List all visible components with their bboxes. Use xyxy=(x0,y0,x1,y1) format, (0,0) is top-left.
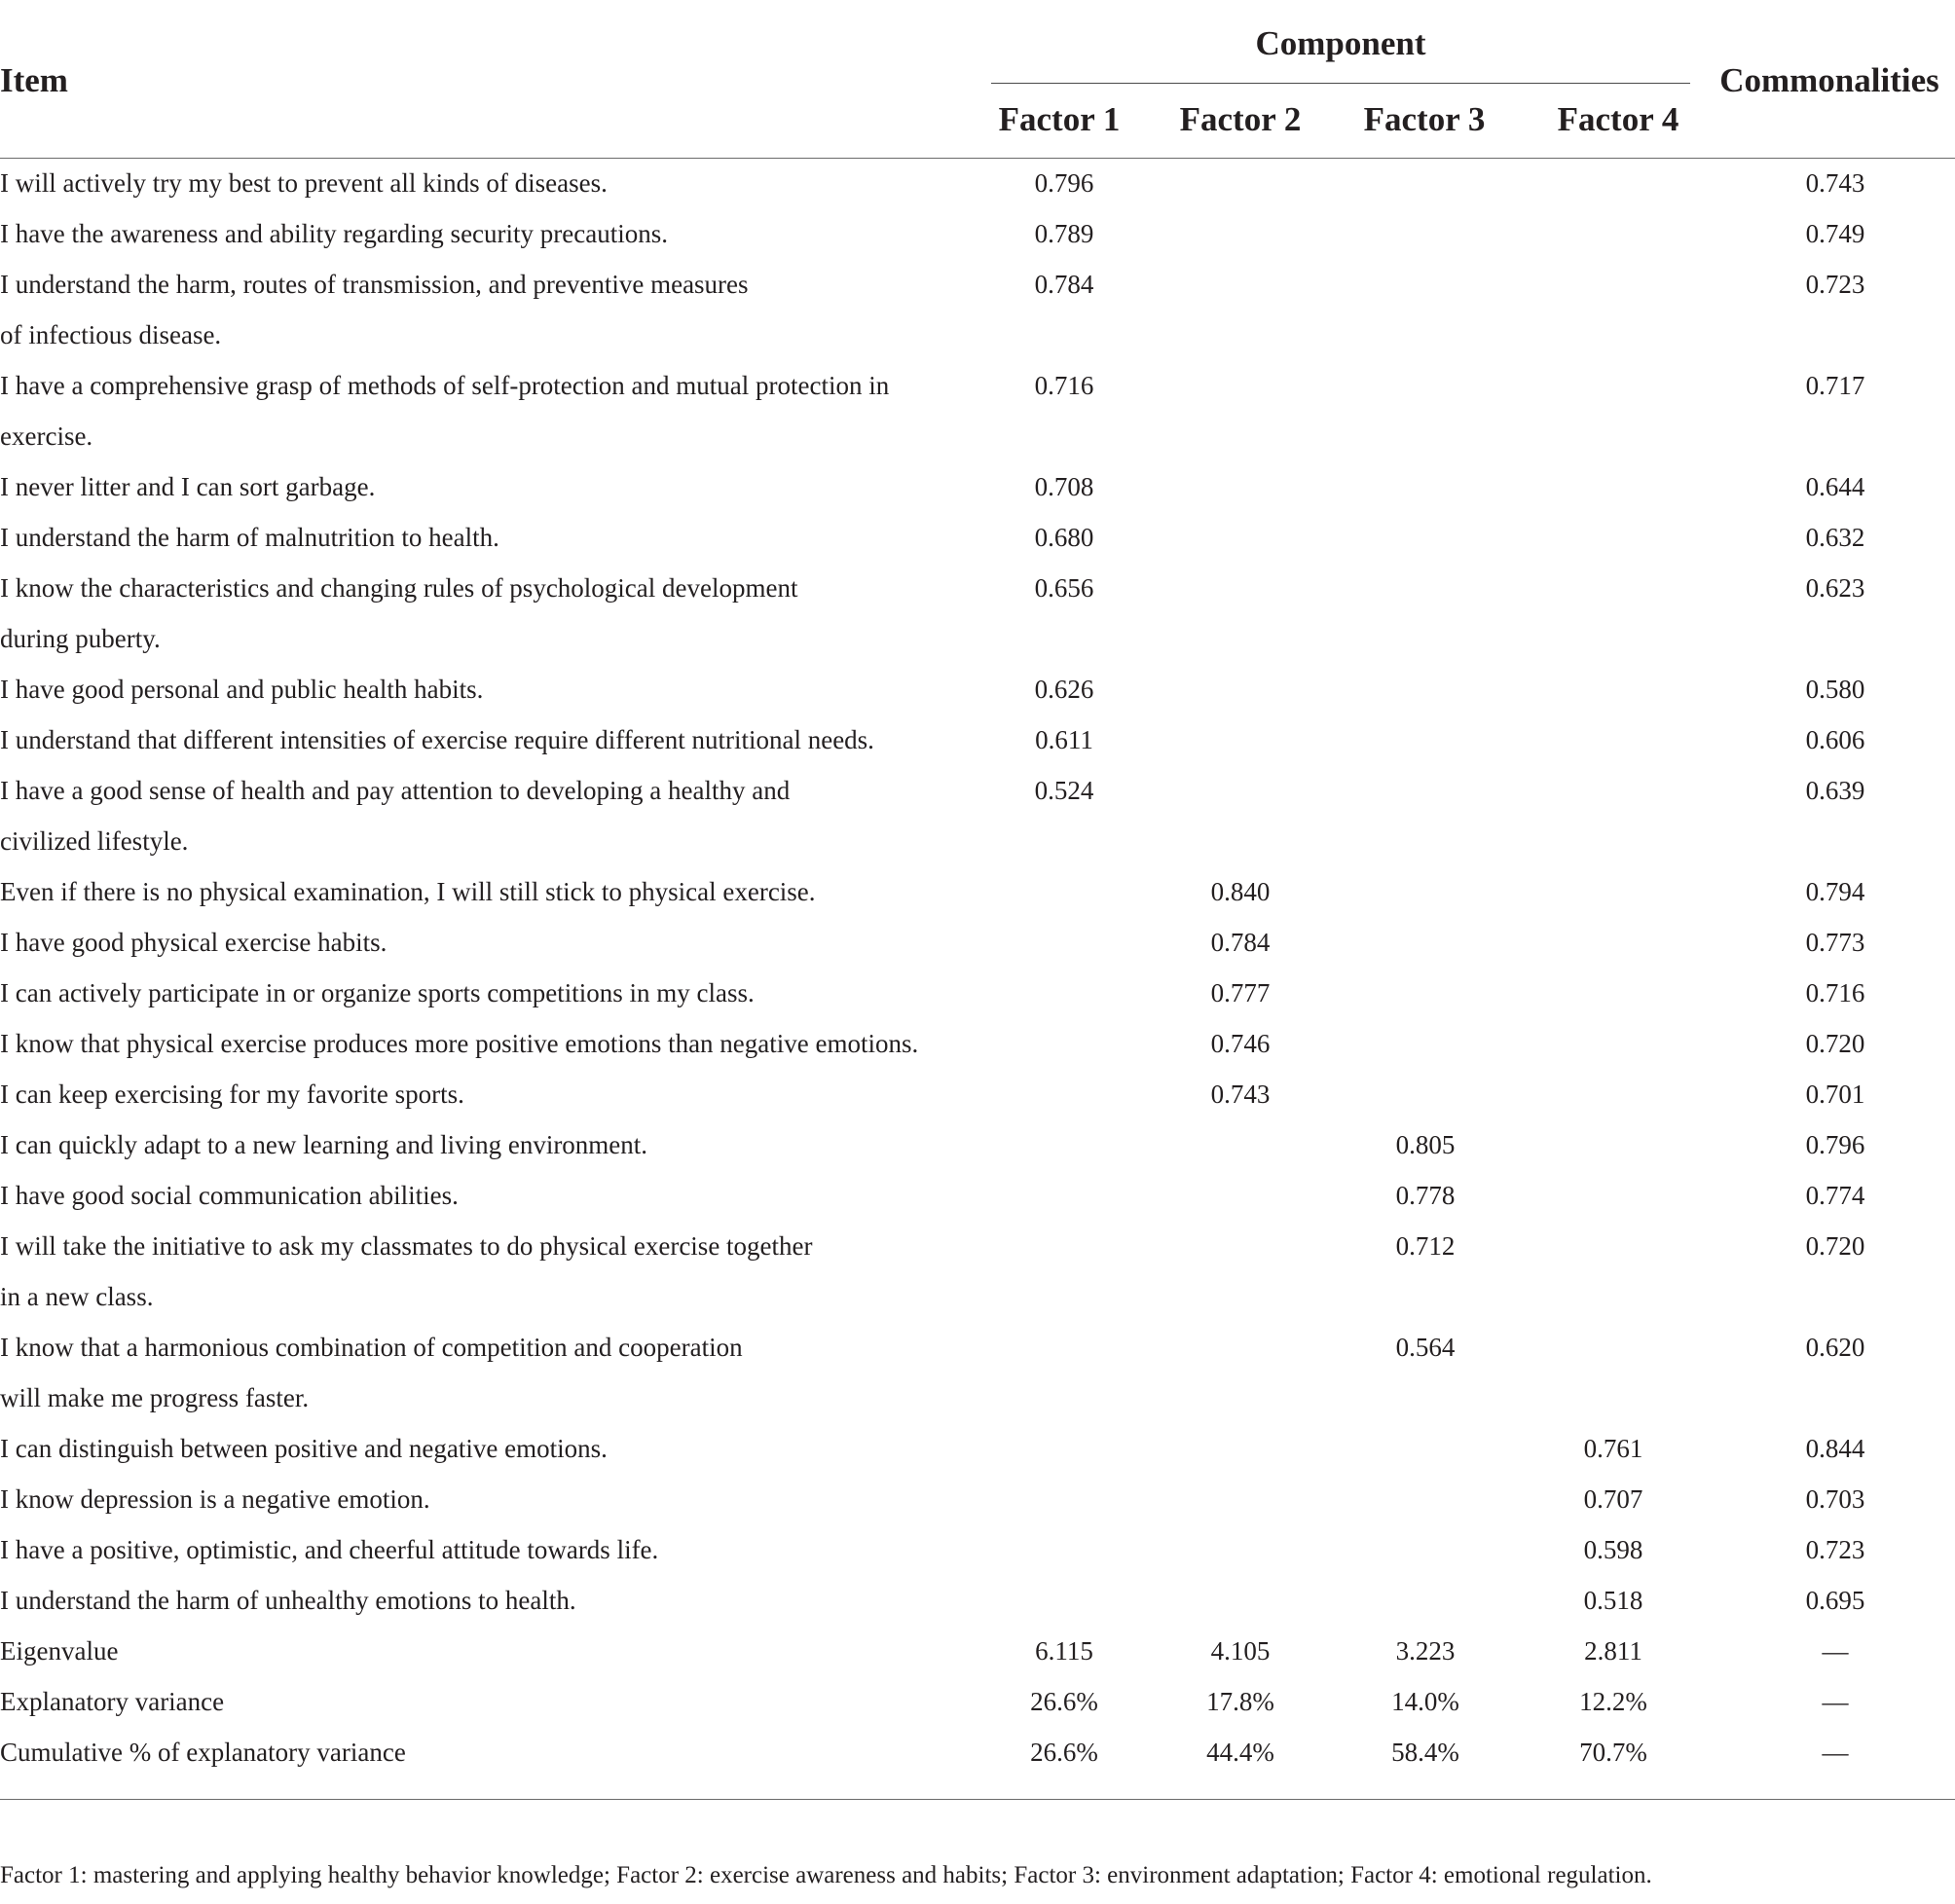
item-text-line: will make me progress faster. xyxy=(0,1383,310,1412)
communality-value: 0.623 xyxy=(1805,573,1865,603)
factor-4-loading xyxy=(1526,1119,1701,1170)
factor-2-loading xyxy=(1153,1119,1328,1170)
item-text-line: I have a positive, optimistic, and cheerful attitude towards life. xyxy=(0,1535,659,1564)
factor-2-loading xyxy=(1153,1423,1328,1474)
item-cell xyxy=(0,1119,974,1170)
factor-4-loading: 70.7% xyxy=(1579,1738,1647,1767)
communality-value: 0.717 xyxy=(1805,371,1865,400)
factor-2-loading xyxy=(1153,259,1328,310)
item-cell xyxy=(0,866,974,917)
factor-4-loading xyxy=(1526,259,1701,310)
factor-3-loading: 0.805 xyxy=(1395,1130,1456,1159)
item-cell xyxy=(0,158,974,208)
table-row xyxy=(0,512,1955,563)
factor-2-loading xyxy=(1153,714,1328,765)
factor-3-loading: 0.778 xyxy=(1395,1181,1456,1210)
factor-3-loading: 0.712 xyxy=(1395,1231,1456,1261)
item-text-line: in a new class. xyxy=(0,1282,154,1311)
factor-1-loading: 0.611 xyxy=(1035,725,1093,754)
factor-1-loading xyxy=(977,866,1152,917)
factor-1-loading xyxy=(977,1474,1152,1524)
communality-value: 0.723 xyxy=(1805,270,1865,299)
communality-value: 0.720 xyxy=(1805,1029,1865,1058)
item-text-line: I have a good sense of health and pay attention to developing a healthy and xyxy=(0,776,791,805)
factor-2-loading xyxy=(1153,1474,1328,1524)
factor-1-loading xyxy=(977,1069,1152,1119)
communality-value: 0.796 xyxy=(1805,1130,1865,1159)
factor-4-loading xyxy=(1526,714,1701,765)
item-cell xyxy=(0,1676,974,1727)
factor-3-loading xyxy=(1338,360,1513,411)
factor-2-loading xyxy=(1153,512,1328,563)
item-text-line: of infectious disease. xyxy=(0,320,222,349)
item-cell xyxy=(0,917,974,968)
factor-4-loading xyxy=(1526,158,1701,208)
communality-value: 0.774 xyxy=(1805,1181,1865,1210)
factor-2-loading xyxy=(1153,360,1328,411)
communality-value: 0.632 xyxy=(1805,523,1865,552)
factor-2-loading xyxy=(1153,158,1328,208)
factor-4-loading xyxy=(1526,360,1701,411)
table-row xyxy=(0,1170,1955,1221)
item-text-line: I never litter and I can sort garbage. xyxy=(0,472,376,501)
item-text-line: I know that physical exercise produces more positive emotions than negative emotions. xyxy=(0,1029,919,1058)
factor-4-loading xyxy=(1526,1069,1701,1119)
table-row xyxy=(0,461,1955,512)
factor-3-loading xyxy=(1338,714,1513,765)
factor-3-loading xyxy=(1338,1474,1513,1524)
column-header-factor-2: Factor 2 xyxy=(1179,100,1302,138)
factor-1-loading: 26.6% xyxy=(1030,1738,1098,1767)
table-row xyxy=(0,1626,1955,1676)
factor-3-loading: 14.0% xyxy=(1391,1687,1459,1716)
item-text-line: Explanatory variance xyxy=(0,1687,225,1716)
item-text-line: during puberty. xyxy=(0,624,161,653)
item-text-line: I understand the harm, routes of transmission, and preventive measures xyxy=(0,270,749,299)
factor-1-loading: 0.796 xyxy=(1034,168,1094,198)
factor-2-loading: 0.777 xyxy=(1210,978,1271,1007)
table-row xyxy=(0,1575,1955,1626)
factor-3-loading xyxy=(1338,1423,1513,1474)
factor-3-loading: 3.223 xyxy=(1395,1636,1456,1666)
factor-4-loading: 0.761 xyxy=(1583,1434,1643,1463)
table-row xyxy=(0,1018,1955,1069)
factor-1-loading: 0.626 xyxy=(1034,675,1094,704)
table-row xyxy=(0,1322,1955,1423)
factor-3-loading xyxy=(1338,866,1513,917)
table-row xyxy=(0,1221,1955,1322)
factor-2-loading: 17.8% xyxy=(1206,1687,1274,1716)
communality-value: 0.701 xyxy=(1805,1080,1865,1109)
factor-3-loading xyxy=(1338,1018,1513,1069)
factor-1-loading: 0.784 xyxy=(1034,270,1094,299)
factor-4-loading xyxy=(1526,1018,1701,1069)
factor-3-loading: 0.564 xyxy=(1395,1333,1456,1362)
item-text-line: I have good personal and public health habits. xyxy=(0,675,484,704)
factor-2-loading: 4.105 xyxy=(1210,1636,1271,1666)
factor-4-loading xyxy=(1526,461,1701,512)
factor-2-loading: 0.840 xyxy=(1210,877,1271,906)
item-text-line: I have good physical exercise habits. xyxy=(0,928,387,957)
factor-1-loading: 0.524 xyxy=(1034,776,1094,805)
factor-3-loading xyxy=(1338,1069,1513,1119)
table-row xyxy=(0,664,1955,714)
table-row xyxy=(0,917,1955,968)
item-cell xyxy=(0,1069,974,1119)
factor-1-loading xyxy=(977,1170,1152,1221)
factor-3-loading xyxy=(1338,1524,1513,1575)
communality-value: 0.794 xyxy=(1805,877,1865,906)
communality-value: 0.580 xyxy=(1805,675,1865,704)
factor-1-loading xyxy=(977,1119,1152,1170)
factor-4-loading xyxy=(1526,563,1701,613)
factor-2-loading xyxy=(1153,1170,1328,1221)
factor-2-loading xyxy=(1153,563,1328,613)
table-row xyxy=(0,1676,1955,1727)
factor-4-loading: 2.811 xyxy=(1584,1636,1642,1666)
item-cell xyxy=(0,664,974,714)
item-cell xyxy=(0,1524,974,1575)
factor-1-loading: 0.708 xyxy=(1034,472,1094,501)
communality-value: — xyxy=(1822,1636,1849,1666)
factor-2-loading xyxy=(1153,461,1328,512)
column-header-factor-4: Factor 4 xyxy=(1557,100,1679,138)
factor-2-loading xyxy=(1153,664,1328,714)
factor-1-loading: 6.115 xyxy=(1035,1636,1093,1666)
communality-value: 0.773 xyxy=(1805,928,1865,957)
factor-1-loading xyxy=(977,1221,1152,1271)
item-cell xyxy=(0,461,974,512)
communality-value: 0.720 xyxy=(1805,1231,1865,1261)
table-row xyxy=(0,563,1955,664)
table-row xyxy=(0,158,1955,208)
table-bottom-rule xyxy=(0,1799,1955,1800)
factor-2-loading: 0.746 xyxy=(1210,1029,1271,1058)
item-cell xyxy=(0,1575,974,1626)
factor-1-loading xyxy=(977,917,1152,968)
factor-3-loading xyxy=(1338,461,1513,512)
item-cell xyxy=(0,360,974,461)
component-divider xyxy=(991,83,1690,84)
item-text-line: I know depression is a negative emotion. xyxy=(0,1484,430,1514)
item-text-line: I have good social communication abilities. xyxy=(0,1181,459,1210)
item-text-line: I can quickly adapt to a new learning and living environment. xyxy=(0,1130,648,1159)
item-text-line: I have a comprehensive grasp of methods of self-protection and mutual protection in xyxy=(0,371,890,400)
item-cell xyxy=(0,1170,974,1221)
factor-1-loading: 0.789 xyxy=(1034,219,1094,248)
factor-3-loading xyxy=(1338,208,1513,259)
factor-1-loading xyxy=(977,1018,1152,1069)
table-row xyxy=(0,1727,1955,1777)
factor-4-loading: 0.707 xyxy=(1583,1484,1643,1514)
factor-4-loading: 0.518 xyxy=(1583,1586,1643,1615)
factor-3-loading xyxy=(1338,917,1513,968)
factor-3-loading xyxy=(1338,158,1513,208)
communality-value: — xyxy=(1822,1738,1849,1767)
factor-2-loading xyxy=(1153,1575,1328,1626)
factor-1-loading xyxy=(977,1524,1152,1575)
factor-1-loading xyxy=(977,1575,1152,1626)
item-text-line: I have the awareness and ability regarding security precautions. xyxy=(0,219,668,248)
table-row xyxy=(0,208,1955,259)
item-cell xyxy=(0,563,974,664)
communality-value: 0.703 xyxy=(1805,1484,1865,1514)
factor-4-loading xyxy=(1526,512,1701,563)
item-cell xyxy=(0,1626,974,1676)
factor-4-loading xyxy=(1526,765,1701,816)
item-text-line: Eigenvalue xyxy=(0,1636,119,1666)
factor-2-loading xyxy=(1153,208,1328,259)
factor-3-loading xyxy=(1338,765,1513,816)
item-text-line: I know the characteristics and changing rules of psychological development xyxy=(0,573,798,603)
factor-1-loading: 0.656 xyxy=(1034,573,1094,603)
item-text-line: I can keep exercising for my favorite sports. xyxy=(0,1080,464,1109)
factor-2-loading xyxy=(1153,1322,1328,1373)
item-text-line: I can distinguish between positive and negative emotions. xyxy=(0,1434,608,1463)
item-text-line: Even if there is no physical examination, I will still stick to physical exercise. xyxy=(0,877,816,906)
item-cell xyxy=(0,1018,974,1069)
factor-3-loading xyxy=(1338,1575,1513,1626)
factor-2-loading: 0.743 xyxy=(1210,1080,1271,1109)
factor-1-loading xyxy=(977,1423,1152,1474)
table-body xyxy=(0,158,1955,1777)
item-text-line: exercise. xyxy=(0,421,93,451)
communality-value: 0.743 xyxy=(1805,168,1865,198)
table-row xyxy=(0,1423,1955,1474)
factor-4-loading xyxy=(1526,866,1701,917)
table-footnote: Factor 1: mastering and applying healthy behavior knowledge; Factor 2: exercise awareness and habits; Factor 3: environment adaptation; Factor 4: emotional regulation. xyxy=(0,1862,1652,1888)
item-cell xyxy=(0,1221,974,1322)
item-text-line: I understand the harm of malnutrition to health. xyxy=(0,523,499,552)
item-cell xyxy=(0,714,974,765)
communality-value: 0.716 xyxy=(1805,978,1865,1007)
column-header-component: Component xyxy=(1255,24,1426,62)
item-cell xyxy=(0,259,974,360)
factor-4-loading xyxy=(1526,1170,1701,1221)
factor-3-loading: 58.4% xyxy=(1391,1738,1459,1767)
table-row xyxy=(0,1524,1955,1575)
factor-3-loading xyxy=(1338,563,1513,613)
factor-1-loading: 0.716 xyxy=(1034,371,1094,400)
item-cell xyxy=(0,1727,974,1777)
item-text-line: I know that a harmonious combination of competition and cooperation xyxy=(0,1333,743,1362)
communality-value: 0.644 xyxy=(1805,472,1865,501)
communality-value: 0.639 xyxy=(1805,776,1865,805)
table-row xyxy=(0,1474,1955,1524)
factor-4-loading xyxy=(1526,1221,1701,1271)
table-row xyxy=(0,1069,1955,1119)
factor-2-loading xyxy=(1153,765,1328,816)
item-text-line: I understand the harm of unhealthy emotions to health. xyxy=(0,1586,576,1615)
factor-4-loading xyxy=(1526,917,1701,968)
item-text-line: I understand that different intensities of exercise require different nutritional needs. xyxy=(0,725,874,754)
item-cell xyxy=(0,765,974,866)
factor-1-loading: 0.680 xyxy=(1034,523,1094,552)
factor-1-loading: 26.6% xyxy=(1030,1687,1098,1716)
communality-value: 0.844 xyxy=(1805,1434,1865,1463)
item-cell xyxy=(0,512,974,563)
item-text-line: civilized lifestyle. xyxy=(0,826,189,856)
factor-2-loading: 0.784 xyxy=(1210,928,1271,957)
item-text-line: I will actively try my best to prevent all kinds of diseases. xyxy=(0,168,608,198)
factor-4-loading xyxy=(1526,208,1701,259)
table-row xyxy=(0,765,1955,866)
factor-4-loading: 0.598 xyxy=(1583,1535,1643,1564)
factor-2-loading: 44.4% xyxy=(1206,1738,1274,1767)
communality-value: 0.723 xyxy=(1805,1535,1865,1564)
table-row xyxy=(0,360,1955,461)
factor-4-loading xyxy=(1526,968,1701,1018)
factor-1-loading xyxy=(977,1322,1152,1373)
table-row xyxy=(0,1119,1955,1170)
factor-4-loading xyxy=(1526,1322,1701,1373)
column-header-factor-1: Factor 1 xyxy=(998,100,1121,138)
factor-3-loading xyxy=(1338,968,1513,1018)
factor-2-loading xyxy=(1153,1524,1328,1575)
communality-value: 0.749 xyxy=(1805,219,1865,248)
communality-value: 0.695 xyxy=(1805,1586,1865,1615)
factor-3-loading xyxy=(1338,664,1513,714)
factor-2-loading xyxy=(1153,1221,1328,1271)
factor-3-loading xyxy=(1338,512,1513,563)
item-text-line: I can actively participate in or organize sports competitions in my class. xyxy=(0,978,755,1007)
item-cell xyxy=(0,968,974,1018)
communality-value: 0.620 xyxy=(1805,1333,1865,1362)
communality-value: — xyxy=(1822,1687,1849,1716)
column-header-item: Item xyxy=(0,61,68,99)
factor-4-loading xyxy=(1526,664,1701,714)
item-cell xyxy=(0,1423,974,1474)
table-row xyxy=(0,714,1955,765)
factor-4-loading: 12.2% xyxy=(1579,1687,1647,1716)
item-text-line: I will take the initiative to ask my classmates to do physical exercise together xyxy=(0,1231,813,1261)
factor-3-loading xyxy=(1338,259,1513,310)
item-cell xyxy=(0,1322,974,1423)
communality-value: 0.606 xyxy=(1805,725,1865,754)
column-header-commonalities: Commonalities xyxy=(1719,61,1939,99)
item-cell xyxy=(0,1474,974,1524)
table-row xyxy=(0,866,1955,917)
factor-1-loading xyxy=(977,968,1152,1018)
item-text-line: Cumulative % of explanatory variance xyxy=(0,1738,406,1767)
item-cell xyxy=(0,208,974,259)
table-row xyxy=(0,968,1955,1018)
table-row xyxy=(0,259,1955,360)
column-header-factor-3: Factor 3 xyxy=(1363,100,1486,138)
